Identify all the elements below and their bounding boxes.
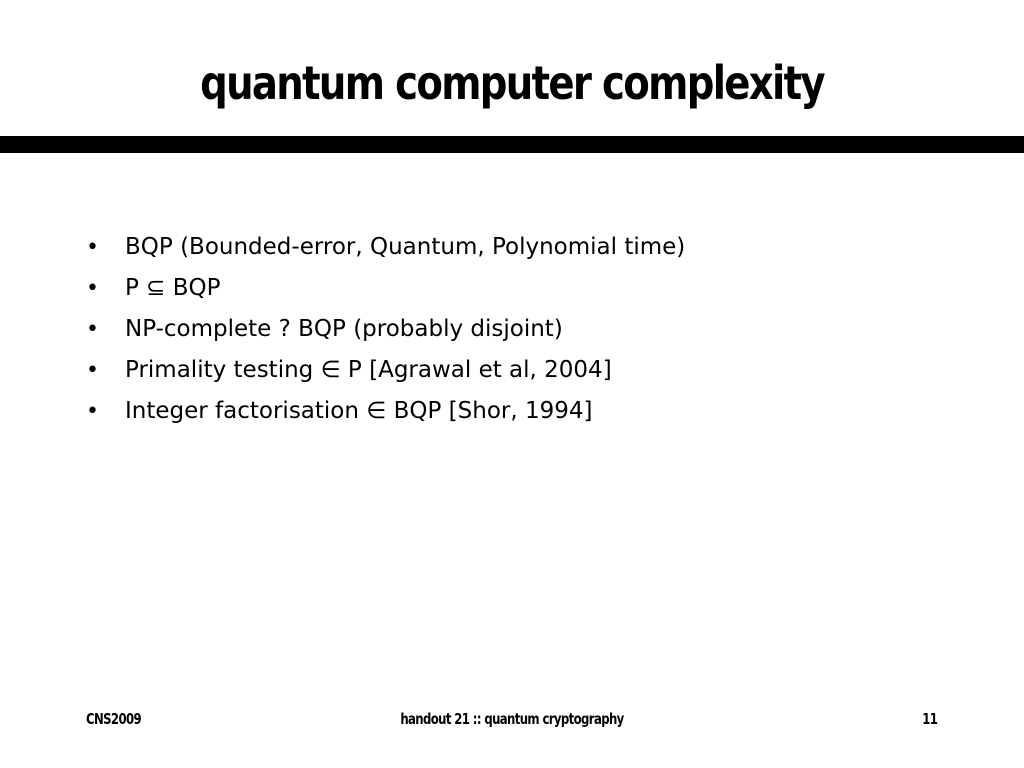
slide-title: quantum computer complexity: [200, 56, 824, 110]
footer-course-code: CNS2009: [86, 710, 142, 728]
bullet-text: Integer factorisation ∈ BQP [Shor, 1994]: [125, 398, 593, 424]
bullet-dot-icon: •: [86, 276, 99, 301]
bullet-item-p-subset-bqp: [86, 268, 685, 309]
bullet-dot-icon: •: [86, 235, 99, 260]
bullet-list: [86, 227, 685, 432]
title-divider-bar: [0, 136, 1024, 153]
footer-handout-title: handout 21 :: quantum cryptography: [400, 710, 624, 728]
bullet-text: NP-complete ? BQP (probably disjoint): [125, 316, 563, 342]
bullet-item-bqp-definition: [86, 227, 685, 268]
bullet-text: BQP (Bounded-error, Quantum, Polynomial time): [125, 234, 686, 260]
bullet-text: Primality testing ∈ P [Agrawal et al, 2004]: [125, 357, 612, 383]
bullet-item-primality-testing: [86, 350, 685, 391]
footer-page-number: 11: [921, 710, 937, 728]
bullet-item-np-complete: [86, 309, 685, 350]
bullet-item-integer-factorisation: [86, 391, 685, 432]
bullet-dot-icon: •: [86, 358, 99, 383]
bullet-dot-icon: •: [86, 399, 99, 424]
bullet-text: P ⊆ BQP: [125, 275, 221, 301]
bullet-dot-icon: •: [86, 317, 99, 342]
